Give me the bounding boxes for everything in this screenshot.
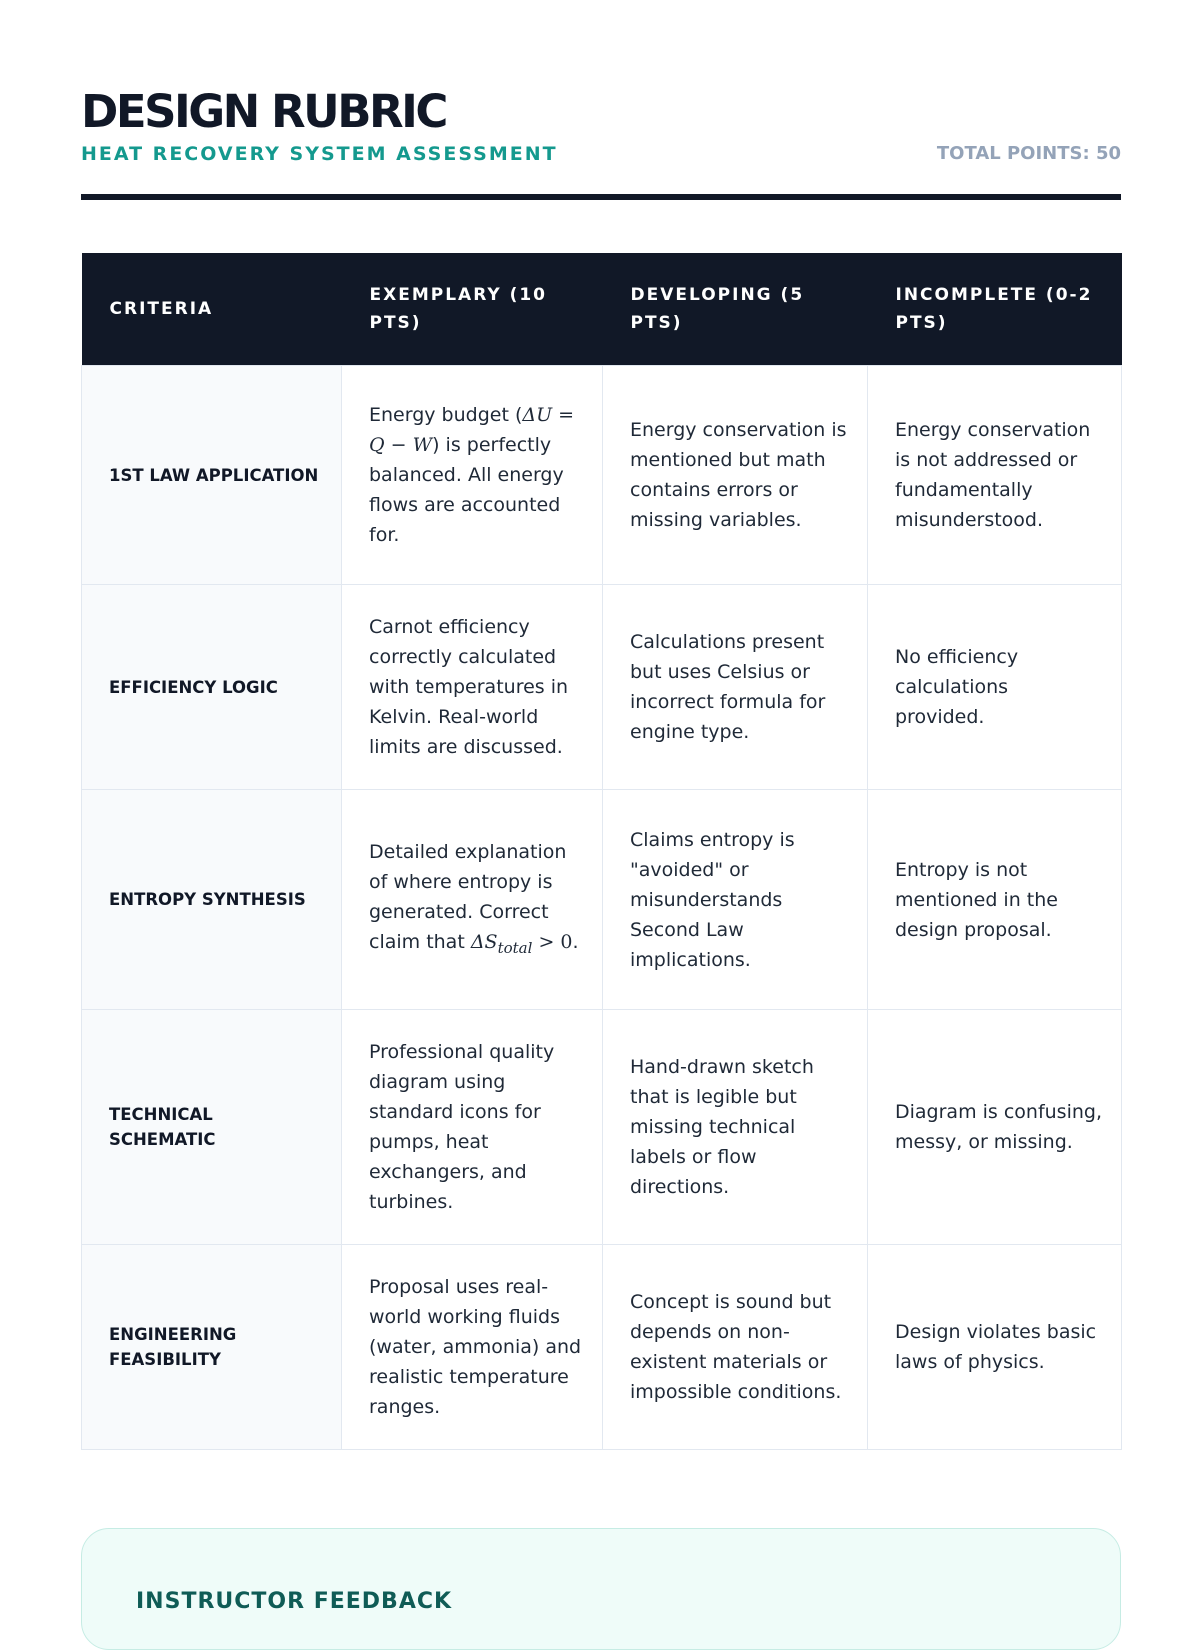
criteria-cell: EFFICIENCY LOGIC bbox=[82, 585, 342, 790]
total-points: TOTAL POINTS: 50 bbox=[936, 143, 1121, 164]
incomplete-cell: No efficiency calculations provided. bbox=[868, 585, 1122, 790]
developing-cell: Claims entropy is "avoided" or misunderstands Second Law implications. bbox=[603, 790, 868, 1010]
page-title: DESIGN RUBRIC bbox=[81, 85, 446, 138]
cell-text: ) is perfectly balanced. All energy flows are accounted for. bbox=[369, 434, 564, 546]
exemplary-cell bbox=[342, 366, 603, 585]
criteria-cell: TECHNICAL SCHEMATIC bbox=[82, 1010, 342, 1245]
criteria-cell: 1ST LAW APPLICATION bbox=[82, 366, 342, 585]
table-row-feasibility bbox=[82, 1245, 1122, 1450]
page-subtitle: HEAT RECOVERY SYSTEM ASSESSMENT bbox=[81, 143, 558, 165]
table-header-row bbox=[82, 253, 1122, 366]
cell-text: Detailed explanation of where entropy is generated. Correct claim that bbox=[369, 840, 567, 953]
column-header-developing: DEVELOPING (5 PTS) bbox=[603, 253, 868, 366]
entropy-equation bbox=[470, 930, 573, 957]
table-row-efficiency bbox=[82, 585, 1122, 790]
criteria-cell: ENGINEERING FEASIBILITY bbox=[82, 1245, 342, 1450]
energy-equation: ΔU = Q − W bbox=[369, 404, 575, 456]
rubric-table bbox=[81, 253, 1122, 1450]
entropy-subscript: total bbox=[497, 938, 533, 957]
incomplete-cell: Entropy is not mentioned in the design proposal. bbox=[868, 790, 1122, 1010]
developing-cell: Concept is sound but depends on non-existent materials or impossible conditions. bbox=[603, 1245, 868, 1450]
entropy-symbol: ΔS bbox=[470, 930, 498, 953]
column-header-criteria: CRITERIA bbox=[82, 253, 342, 366]
incomplete-cell: Diagram is confusing, messy, or missing. bbox=[868, 1010, 1122, 1245]
table-row-first-law bbox=[82, 366, 1122, 585]
feedback-title: INSTRUCTOR FEEDBACK bbox=[136, 1589, 453, 1614]
entropy-inequality: > 0 bbox=[538, 930, 573, 953]
incomplete-cell: Energy conservation is not addressed or fundamentally misunderstood. bbox=[868, 366, 1122, 585]
instructor-feedback-panel bbox=[81, 1528, 1121, 1650]
cell-text: . bbox=[572, 930, 579, 953]
exemplary-cell: Proposal uses real-world working fluids (water, ammonia) and realistic temperature ranges. bbox=[342, 1245, 603, 1450]
exemplary-cell: Carnot efficiency correctly calculated with temperatures in Kelvin. Real-world limits are discussed. bbox=[342, 585, 603, 790]
exemplary-cell bbox=[342, 790, 603, 1010]
exemplary-cell: Professional quality diagram using standard icons for pumps, heat exchangers, and turbines. bbox=[342, 1010, 603, 1245]
cell-text: Energy budget ( bbox=[369, 404, 523, 426]
header-divider bbox=[81, 194, 1121, 200]
criteria-cell: ENTROPY SYNTHESIS bbox=[82, 790, 342, 1010]
developing-cell: Energy conservation is mentioned but math contains errors or missing variables. bbox=[603, 366, 868, 585]
table-row-schematic bbox=[82, 1010, 1122, 1245]
incomplete-cell: Design violates basic laws of physics. bbox=[868, 1245, 1122, 1450]
column-header-exemplary: EXEMPLARY (10 PTS) bbox=[342, 253, 603, 366]
developing-cell: Calculations present but uses Celsius or incorrect formula for engine type. bbox=[603, 585, 868, 790]
table-row-entropy bbox=[82, 790, 1122, 1010]
developing-cell: Hand-drawn sketch that is legible but missing technical labels or flow directions. bbox=[603, 1010, 868, 1245]
column-header-incomplete: INCOMPLETE (0-2 PTS) bbox=[868, 253, 1122, 366]
